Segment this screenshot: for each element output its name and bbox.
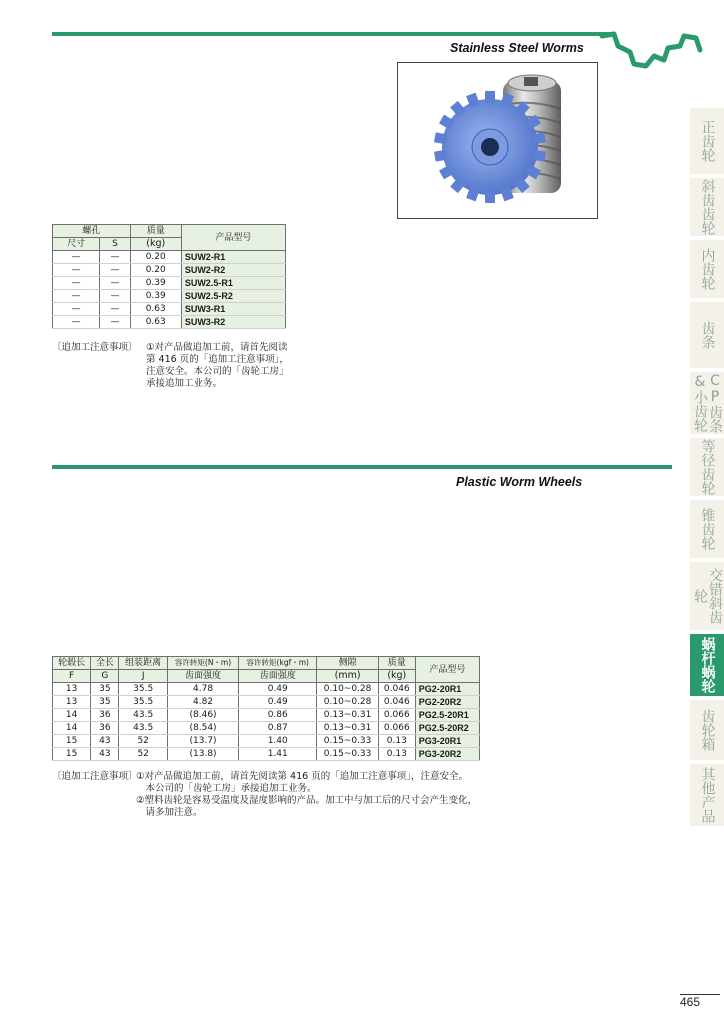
header-hub-length: 轮毂长 xyxy=(53,657,91,670)
cell-s: — xyxy=(100,264,130,277)
cell-backlash: 0.13~0.31 xyxy=(317,722,379,735)
worm-section-title: Stainless Steel Worms xyxy=(450,41,584,55)
category-tab[interactable] xyxy=(690,302,724,368)
header-backlash-unit: (mm) xyxy=(317,670,379,683)
cell-j: 35.5 xyxy=(119,696,167,709)
cell-s: — xyxy=(100,290,130,303)
category-tab-label: 交错斜齿轮 xyxy=(692,568,723,624)
header-j: J xyxy=(119,670,167,683)
category-tab[interactable] xyxy=(690,562,724,630)
category-tab-label: 齿条 xyxy=(699,321,716,349)
category-tab[interactable] xyxy=(690,500,724,558)
category-tab[interactable] xyxy=(690,372,724,434)
header-f: F xyxy=(53,670,91,683)
cell-j: 43.5 xyxy=(119,722,167,735)
cell-j: 52 xyxy=(119,735,167,748)
cell-j: 52 xyxy=(119,748,167,761)
header-g: G xyxy=(91,670,119,683)
category-tab-label: CP齿条&小齿轮 xyxy=(692,373,723,433)
cell-g: 36 xyxy=(91,722,119,735)
wheel-note xyxy=(52,771,492,821)
category-tab-label: 正齿轮 xyxy=(699,120,716,162)
header-product: 产品型号 xyxy=(181,225,285,251)
cell-g: 35 xyxy=(91,683,119,696)
cell-mass: 0.39 xyxy=(130,277,181,290)
mid-rule xyxy=(52,465,672,469)
page-number: 465 xyxy=(680,995,701,1009)
header-screw-hole: 螺孔 xyxy=(53,225,131,238)
cell-product-code: PG3-20R2 xyxy=(415,748,479,761)
header-torque-nm: 容许转矩(N・m) xyxy=(167,657,238,670)
cell-torque-nm: (8.46) xyxy=(167,709,238,722)
cell-s: — xyxy=(100,303,130,316)
cell-s: — xyxy=(100,277,130,290)
table-row xyxy=(53,735,480,748)
category-tab[interactable] xyxy=(690,764,724,826)
cell-f: 15 xyxy=(53,735,91,748)
cell-torque-nm: (13.7) xyxy=(167,735,238,748)
category-tab-label: 锥齿轮 xyxy=(699,508,716,550)
table-row xyxy=(53,264,286,277)
cell-torque-nm: 4.82 xyxy=(167,696,238,709)
header-mass-unit: (kg) xyxy=(130,238,181,251)
cell-mass: 0.13 xyxy=(378,735,415,748)
header-tooth-strength: 齿面强度 xyxy=(167,670,238,683)
cell-torque-kgfm: 1.41 xyxy=(239,748,317,761)
note-line: 注意安全。本公司的「齿轮工房」 xyxy=(146,366,289,377)
note-line: 本公司的「齿轮工房」承接追加工业务。 xyxy=(136,783,317,794)
category-tabs xyxy=(690,108,724,830)
cell-product-code: SUW2-R2 xyxy=(181,264,285,277)
cell-f: 15 xyxy=(53,748,91,761)
cell-torque-kgfm: 0.49 xyxy=(239,696,317,709)
cell-backlash: 0.15~0.33 xyxy=(317,735,379,748)
top-rule xyxy=(52,32,612,36)
table-row xyxy=(53,277,286,290)
cell-size: — xyxy=(53,264,100,277)
note-line: ①对产品做追加工前，请首先阅读 xyxy=(146,342,288,353)
header-mass: 质量 xyxy=(130,225,181,238)
header-s: S xyxy=(100,238,130,251)
cell-mass: 0.046 xyxy=(378,683,415,696)
cell-f: 14 xyxy=(53,709,91,722)
table-row xyxy=(53,696,480,709)
note-tag: 〔追加工注意事项〕 xyxy=(52,342,138,353)
note-tag: 〔追加工注意事项〕 xyxy=(52,771,138,782)
cell-f: 13 xyxy=(53,683,91,696)
cell-product-code: PG2.5-20R1 xyxy=(415,709,479,722)
worm-note xyxy=(52,342,332,392)
gear-ornament-icon xyxy=(598,30,708,90)
cell-product-code: SUW2-R1 xyxy=(181,251,285,264)
table-row xyxy=(53,748,480,761)
header-mass-unit: (kg) xyxy=(378,670,415,683)
cell-product-code: SUW2.5-R2 xyxy=(181,290,285,303)
cell-product-code: PG2-20R1 xyxy=(415,683,479,696)
cell-torque-kgfm: 0.49 xyxy=(239,683,317,696)
wheel-spec-table xyxy=(52,656,480,761)
note-line: ①对产品做追加工前，请首先阅读第 416 页的「追加工注意事项」，注意安全。 xyxy=(136,771,468,782)
worm-spec-table xyxy=(52,224,286,329)
cell-product-code: SUW3-R1 xyxy=(181,303,285,316)
header-mass: 质量 xyxy=(378,657,415,670)
header-total-length: 全长 xyxy=(91,657,119,670)
cell-g: 43 xyxy=(91,748,119,761)
cell-size: — xyxy=(53,277,100,290)
cell-g: 35 xyxy=(91,696,119,709)
wheel-section-title: Plastic Worm Wheels xyxy=(456,475,583,489)
cell-torque-kgfm: 1.40 xyxy=(239,735,317,748)
cell-mass: 0.20 xyxy=(130,251,181,264)
cell-backlash: 0.10~0.28 xyxy=(317,683,379,696)
cell-product-code: SUW2.5-R1 xyxy=(181,277,285,290)
cell-product-code: SUW3-R2 xyxy=(181,316,285,329)
cell-torque-kgfm: 0.86 xyxy=(239,709,317,722)
cell-mass: 0.13 xyxy=(378,748,415,761)
cell-j: 43.5 xyxy=(119,709,167,722)
category-tab-label: 内齿轮 xyxy=(699,248,716,290)
note-line: 请多加注意。 xyxy=(136,807,203,818)
cell-f: 14 xyxy=(53,722,91,735)
cell-mass: 0.046 xyxy=(378,696,415,709)
table-row xyxy=(53,316,286,329)
cell-torque-nm: 4.78 xyxy=(167,683,238,696)
table-row xyxy=(53,683,480,696)
cell-size: — xyxy=(53,251,100,264)
category-tab-label: 其他产品 xyxy=(699,767,716,823)
cell-mass: 0.066 xyxy=(378,709,415,722)
note-line: 第 416 页的「追加工注意事项」， xyxy=(146,354,289,365)
header-size: 尺寸 xyxy=(53,238,100,251)
table-row xyxy=(53,290,286,303)
cell-mass: 0.63 xyxy=(130,303,181,316)
category-tab[interactable] xyxy=(690,700,724,760)
cell-s: — xyxy=(100,251,130,264)
cell-s: — xyxy=(100,316,130,329)
cell-torque-nm: (8.54) xyxy=(167,722,238,735)
category-tab-label: 蜗杆蜗轮 xyxy=(699,637,716,693)
cell-product-code: PG2.5-20R2 xyxy=(415,722,479,735)
cell-torque-kgfm: 0.87 xyxy=(239,722,317,735)
cell-mass: 0.39 xyxy=(130,290,181,303)
table-row xyxy=(53,251,286,264)
category-tab-label: 等径齿轮 xyxy=(699,439,716,495)
cell-backlash: 0.10~0.28 xyxy=(317,696,379,709)
category-tab[interactable] xyxy=(690,438,724,496)
category-tab-label: 齿轮箱 xyxy=(699,709,716,751)
cell-g: 36 xyxy=(91,709,119,722)
category-tab-label: 斜齿齿轮 xyxy=(699,179,716,235)
category-tab[interactable] xyxy=(690,178,724,236)
note-line: ②塑料齿轮是容易受温度及湿度影响的产品。加工中与加工后的尺寸会产生变化， xyxy=(136,795,478,806)
cell-j: 35.5 xyxy=(119,683,167,696)
cell-product-code: PG2-20R2 xyxy=(415,696,479,709)
category-tab[interactable] xyxy=(690,240,724,298)
header-mount-distance: 组装距离 xyxy=(119,657,167,670)
cell-size: — xyxy=(53,316,100,329)
cell-backlash: 0.13~0.31 xyxy=(317,709,379,722)
cell-size: — xyxy=(53,303,100,316)
cell-g: 43 xyxy=(91,735,119,748)
header-tooth-strength: 齿面强度 xyxy=(239,670,317,683)
cell-size: — xyxy=(53,290,100,303)
header-product: 产品型号 xyxy=(415,657,479,683)
cell-mass: 0.066 xyxy=(378,722,415,735)
cell-torque-nm: (13.8) xyxy=(167,748,238,761)
product-photo xyxy=(397,62,598,219)
cell-product-code: PG3-20R1 xyxy=(415,735,479,748)
cell-mass: 0.63 xyxy=(130,316,181,329)
cell-f: 13 xyxy=(53,696,91,709)
category-tab[interactable] xyxy=(690,108,724,174)
header-backlash: 侧隙 xyxy=(317,657,379,670)
header-torque-kgfm: 容许转矩(kgf・m) xyxy=(239,657,317,670)
cell-backlash: 0.15~0.33 xyxy=(317,748,379,761)
category-tab[interactable] xyxy=(690,634,724,696)
note-line: 承接追加工业务。 xyxy=(146,378,223,389)
table-row xyxy=(53,709,480,722)
table-row xyxy=(53,722,480,735)
table-row xyxy=(53,303,286,316)
cell-mass: 0.20 xyxy=(130,264,181,277)
